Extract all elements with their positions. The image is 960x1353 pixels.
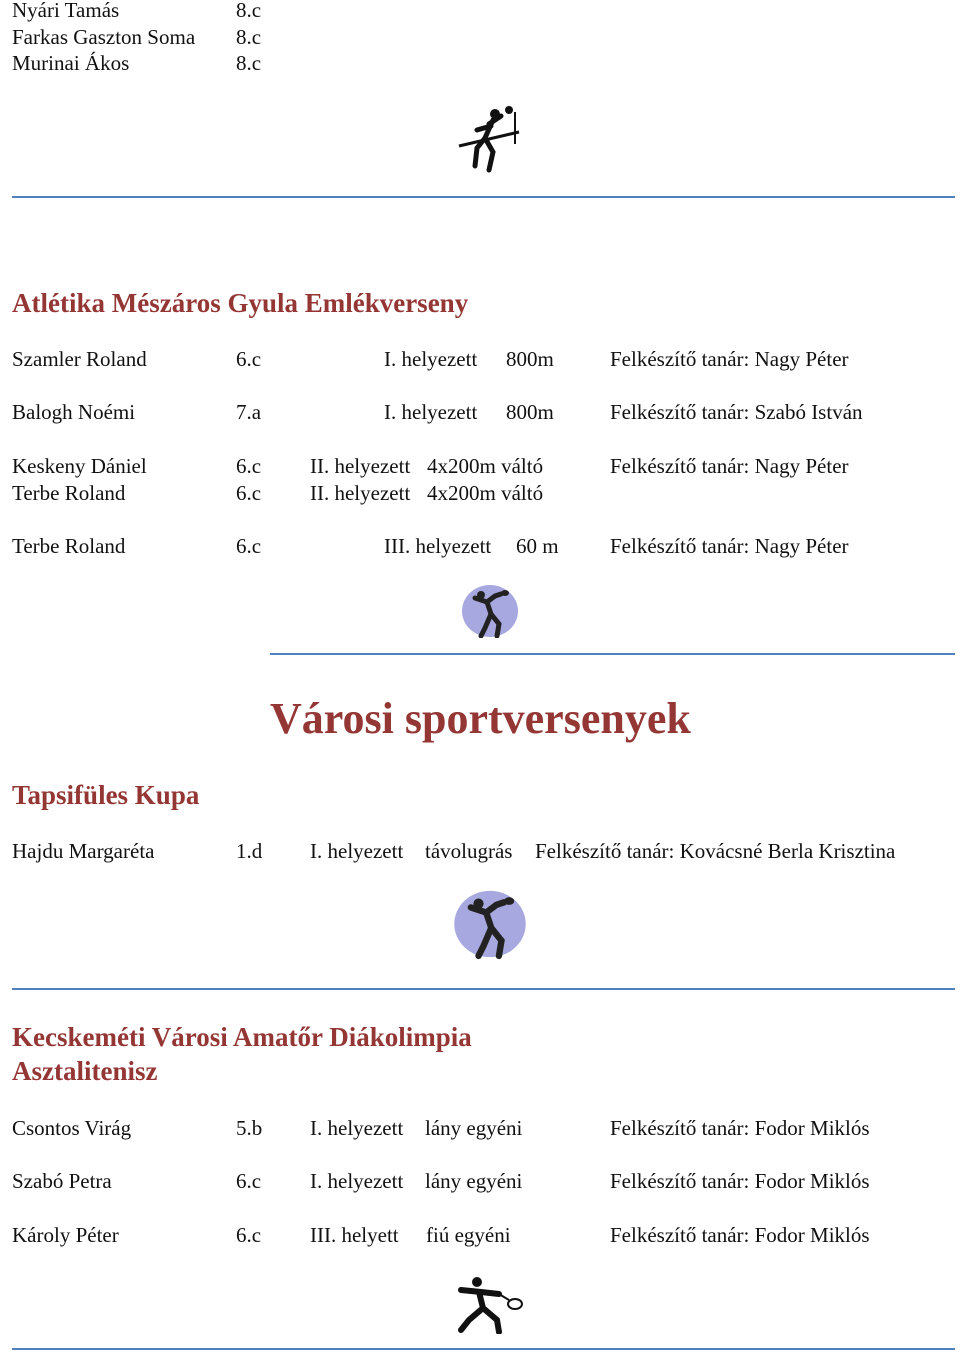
result-class: 6.c [236,1223,262,1247]
result-event: 60 m [516,534,559,558]
result-name: Keskeny Dániel [12,454,147,478]
discus-thrower-icon [453,888,527,960]
student-class: 8.c [236,51,262,75]
result-name: Hajdu Margaréta [12,839,155,863]
tennis-player-icon [455,1276,525,1334]
student-class: 8.c [236,25,262,49]
result-name: Szabó Petra [12,1169,112,1193]
result-place: I. helyezett [384,347,478,371]
student-name: Farkas Gaszton Soma [12,25,196,49]
section-divider [12,196,955,198]
result-event: lány egyéni [425,1169,523,1193]
result-place: II. helyezett [310,454,411,478]
page-title: Városi sportversenyek [270,694,691,743]
section-title-tapsifules: Tapsifüles Kupa [12,780,200,810]
result-event: 4x200m váltó [427,454,544,478]
volleyball-player-icon [455,104,527,176]
result-place: I. helyezett [310,1169,404,1193]
result-coach: Felkészítő tanár: Fodor Miklós [610,1116,870,1140]
result-class: 7.a [236,400,262,424]
result-event: lány egyéni [425,1116,523,1140]
result-class: 6.c [236,347,262,371]
result-event: fiú egyéni [426,1223,511,1247]
result-place: I. helyezett [310,839,404,863]
result-coach: Felkészítő tanár: Fodor Miklós [610,1223,870,1247]
result-event: 4x200m váltó [427,481,544,505]
student-class: 8.c [236,0,262,22]
result-place: III. helyezett [384,534,492,558]
result-place: I. helyezett [310,1116,404,1140]
result-class: 6.c [236,454,262,478]
section-title-atletika: Atlétika Mészáros Gyula Emlékverseny [12,288,469,318]
result-class: 6.c [236,1169,262,1193]
result-coach: Felkészítő tanár: Nagy Péter [610,454,849,478]
student-name: Murinai Ákos [12,51,130,75]
result-name: Károly Péter [12,1223,119,1247]
result-coach: Felkészítő tanár: Kovácsné Berla Krisztina [535,839,896,863]
result-name: Csontos Virág [12,1116,132,1140]
result-coach: Felkészítő tanár: Fodor Miklós [610,1169,870,1193]
section-divider [12,988,955,990]
section-divider [270,653,955,655]
result-place: I. helyezett [384,400,478,424]
section-title-kecskemet: Kecskeméti Városi Amatőr Diákolimpia [12,1022,472,1052]
section-divider [12,1348,955,1350]
result-class: 6.c [236,534,262,558]
result-class: 5.b [236,1116,263,1140]
result-name: Szamler Roland [12,347,147,371]
result-coach: Felkészítő tanár: Nagy Péter [610,347,849,371]
result-coach: Felkészítő tanár: Szabó István [610,400,863,424]
result-place: III. helyett [310,1223,399,1247]
result-coach: Felkészítő tanár: Nagy Péter [610,534,849,558]
result-event: 800m [506,400,554,424]
result-event: távolugrás [425,839,513,863]
result-class: 1.d [236,839,263,863]
result-event: 800m [506,347,554,371]
result-class: 6.c [236,481,262,505]
discus-thrower-icon [461,584,519,638]
result-name: Terbe Roland [12,481,126,505]
result-name: Balogh Noémi [12,400,136,424]
section-subtitle-asztalitenisz: Asztalitenisz [12,1056,158,1086]
student-name: Nyári Tamás [12,0,120,22]
result-name: Terbe Roland [12,534,126,558]
result-place: II. helyezett [310,481,411,505]
